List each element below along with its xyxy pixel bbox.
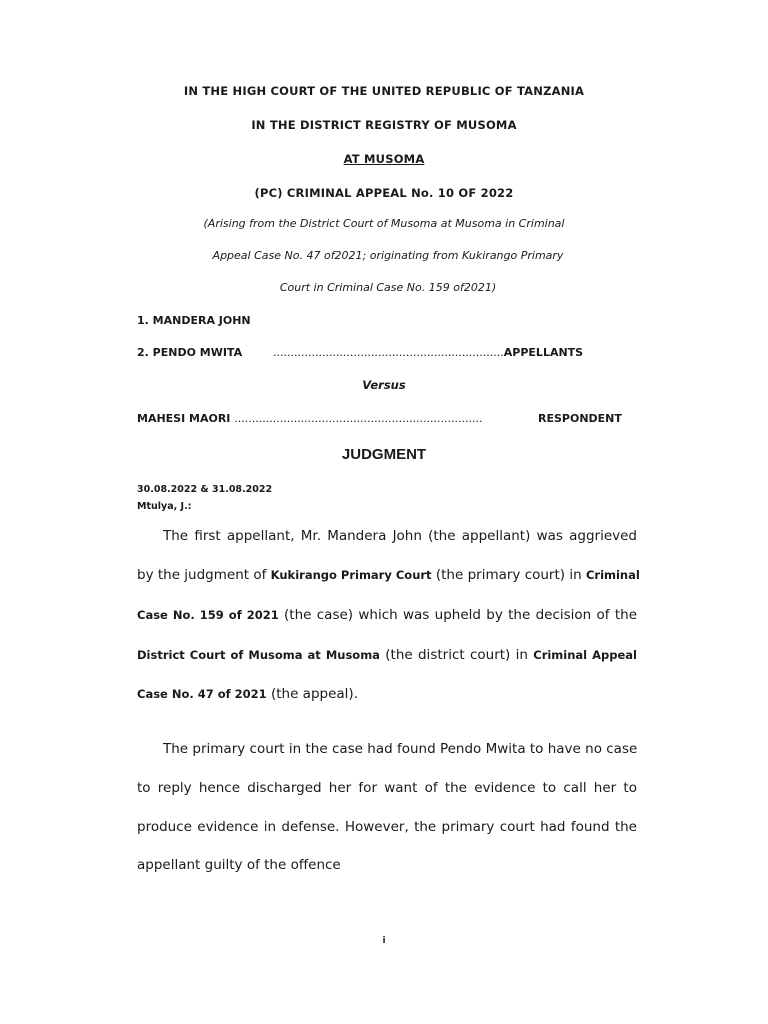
appellant-dots: .................................................................. (273, 346, 504, 359)
para1-l4-c: Criminal Appeal (533, 648, 638, 662)
para1-line-2 (137, 567, 640, 583)
para2-line-1: The primary court in the case had found Pendo Mwita to have no case (163, 741, 638, 757)
respondent-line (137, 412, 483, 425)
para2-line-3: produce evidence in defense. However, the primary court had found the (137, 819, 637, 835)
para1-l5-b: (the appeal). (270, 686, 358, 702)
arising-line-2: Appeal Case No. 47 of2021; originating from Kukirango Primary (212, 249, 564, 262)
court-title: IN THE HIGH COURT OF THE UNITED REPUBLIC OF TANZANIA (183, 84, 585, 98)
para1-l5-a: Case No. 47 of 2021 (137, 687, 267, 701)
para2-line-2: to reply hence discharged her for want of the evidence to call her to (137, 780, 637, 796)
place-title (0, 152, 768, 166)
para1-line-3 (137, 607, 637, 623)
para1-l3-b: (the case) which was upheld by the decision of the (284, 607, 637, 623)
versus-label: Versus (362, 378, 406, 392)
respondent-role: RESPONDENT (538, 412, 622, 425)
para1-l3-a: Case No. 159 of 2021 (137, 608, 279, 622)
para1-line-5 (137, 686, 637, 702)
para2-line-4: appellant guilty of the offence (137, 857, 341, 873)
arising-line-1: (Arising from the District Court of Musoma at Musoma in Criminal (203, 217, 565, 230)
case-title: (PC) CRIMINAL APPEAL No. 10 OF 2022 (254, 186, 514, 200)
registry-title: IN THE DISTRICT REGISTRY OF MUSOMA (251, 118, 517, 132)
judgment-dates: 30.08.2022 & 31.08.2022 (137, 484, 273, 495)
para1-line-1: The first appellant, Mr. Mandera John (the appellant) was aggrieved (163, 528, 637, 544)
respondent-dots: ....................................................................... (234, 412, 483, 425)
place-text: AT MUSOMA (343, 152, 425, 166)
para1-line-4 (137, 647, 637, 663)
judge-name: Mtulya, J.: (137, 501, 192, 512)
para1-l4-a: District Court of Musoma at Musoma (137, 648, 380, 662)
appellant-role: APPELLANTS (503, 346, 584, 359)
appellant-1: 1. MANDERA JOHN (137, 314, 251, 327)
para1-l2-b: Kukirango Primary Court (270, 568, 432, 582)
appellant-dots-role (273, 346, 583, 359)
judgment-heading: JUDGMENT (341, 446, 427, 463)
para1-l2-c: (the primary court) in (435, 567, 582, 583)
para1-l2-a: by the judgment of (137, 567, 267, 583)
appellant-2: 2. PENDO MWITA (137, 346, 243, 359)
page-number: i (382, 936, 386, 946)
para1-l2-d: Criminal (585, 568, 640, 582)
para1-l4-b: (the district court) in (385, 647, 528, 663)
respondent-name: MAHESI MAORI (137, 412, 231, 425)
arising-line-3: Court in Criminal Case No. 159 of2021) (279, 281, 497, 294)
